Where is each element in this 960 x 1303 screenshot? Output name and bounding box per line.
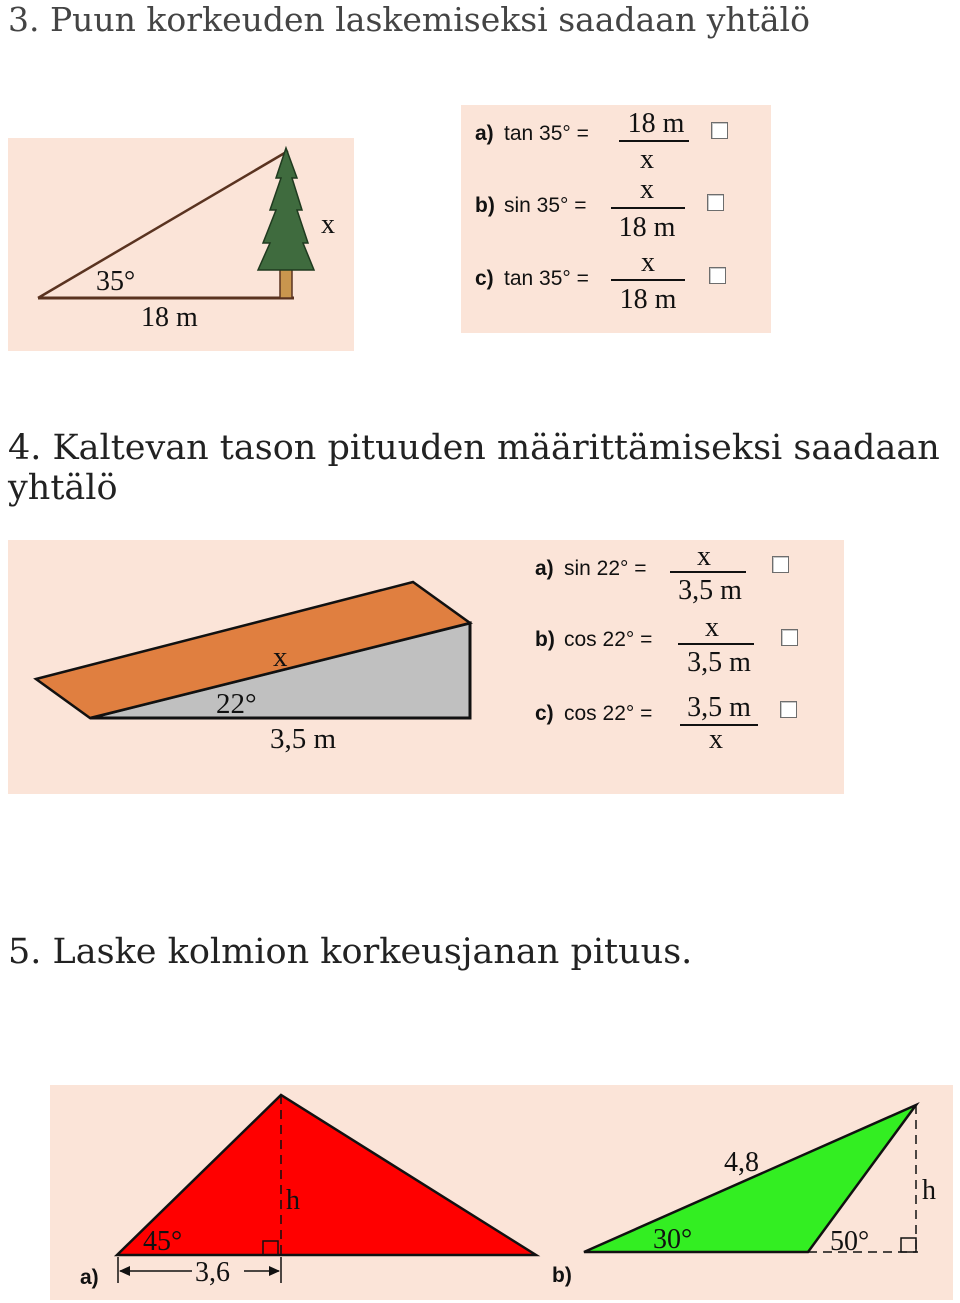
slope-label: x [273, 641, 288, 673]
q3-option-b-denominator: 18 m [618, 212, 676, 243]
tree-triangle-diagram [8, 138, 354, 351]
q3-option-c [475, 247, 685, 315]
q4-option-c-checkbox[interactable] [780, 701, 797, 718]
q4-option-c [535, 692, 758, 755]
q4-option-b-numerator: x [705, 612, 719, 643]
q3-option-b-function: sin 35° = [504, 194, 587, 217]
base-label: 18 m [141, 302, 198, 333]
q4-option-b-checkbox[interactable] [781, 629, 798, 646]
q3-option-b-label: b) [475, 194, 495, 217]
q4-option-b [535, 612, 754, 678]
tree-icon [258, 148, 314, 298]
triangle-b-angle-2: 50° [830, 1226, 870, 1257]
tree-figure-panel [8, 138, 354, 351]
q3-option-a-label: a) [475, 122, 494, 145]
q5-triangles-diagram [50, 1085, 953, 1300]
base-label: 3,5 m [270, 723, 337, 755]
question-5-title: 5. Laske kolmion korkeusjanan pituus. [8, 932, 693, 972]
q3-option-a-numerator: 18 m [627, 108, 685, 139]
question-4-title: 4. Kaltevan tason pituuden määrittämiseksi saadaan yhtälö [8, 428, 940, 508]
q3-options-panel [461, 105, 771, 333]
q4-option-a [535, 541, 746, 606]
q3-option-c-numerator: x [641, 247, 655, 278]
q3-option-c-denominator: 18 m [619, 284, 677, 315]
q3-options-formulas [461, 105, 771, 333]
triangle-a-base: 3,6 [195, 1257, 230, 1288]
triangle-b-height: h [922, 1175, 936, 1206]
q3-option-a [475, 108, 689, 175]
q4-panel [8, 540, 844, 794]
q4-option-b-denominator: 3,5 m [687, 647, 751, 678]
triangle-a-label: a) [80, 1266, 99, 1289]
q4-option-a-label: a) [535, 557, 554, 580]
angle-label: 35° [96, 266, 136, 297]
q4-option-b-label: b) [535, 628, 555, 651]
triangle-a-angle: 45° [143, 1226, 183, 1257]
q4-option-a-denominator: 3,5 m [678, 575, 742, 606]
triangle-b-label: b) [552, 1264, 572, 1287]
q4-option-b-function: cos 22° = [564, 628, 653, 651]
q4-option-a-function: sin 22° = [564, 557, 647, 580]
q3-option-b-checkbox[interactable] [707, 194, 724, 211]
q4-option-a-checkbox[interactable] [772, 556, 789, 573]
question-3-title: 3. Puun korkeuden laskemiseksi saadaan yhtälö [8, 0, 810, 39]
triangle-b [552, 1105, 936, 1287]
right-angle-marker [901, 1238, 916, 1252]
q3-option-c-label: c) [475, 267, 494, 290]
q3-option-c-checkbox[interactable] [709, 267, 726, 284]
angle-label: 22° [216, 688, 257, 720]
q4-option-c-denominator: x [709, 724, 723, 755]
q4-option-c-function: cos 22° = [564, 702, 653, 725]
q3-option-b-numerator: x [640, 174, 654, 205]
arrow-left-icon [119, 1266, 130, 1276]
q3-option-b [475, 174, 685, 243]
triangle-b-angle-1: 30° [653, 1224, 693, 1255]
q3-option-a-checkbox[interactable] [711, 122, 728, 139]
arrow-right-icon [269, 1266, 280, 1276]
hypotenuse-line [38, 151, 288, 298]
triangle-a-height: h [286, 1185, 300, 1216]
triangle-a [80, 1095, 536, 1289]
q3-option-c-function: tan 35° = [504, 267, 589, 290]
inclined-plane-diagram [8, 540, 844, 794]
q4-option-c-label: c) [535, 702, 554, 725]
q5-panel [50, 1085, 953, 1300]
height-label: x [321, 209, 335, 240]
q4-option-a-numerator: x [697, 541, 711, 572]
triangle-b-side: 4,8 [724, 1147, 759, 1178]
q3-option-a-function: tan 35° = [504, 122, 589, 145]
q4-option-c-numerator: 3,5 m [687, 692, 751, 723]
q3-option-a-denominator: x [640, 144, 654, 175]
